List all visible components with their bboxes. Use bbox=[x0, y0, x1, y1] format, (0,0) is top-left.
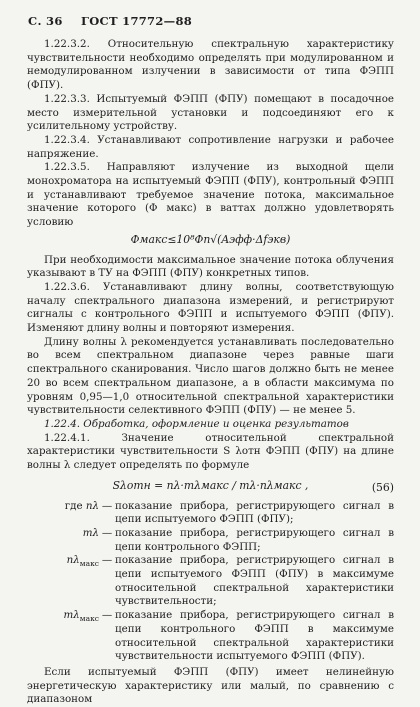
legend-symbol: $m\lambda_{макс}$ bbox=[63, 609, 99, 624]
formula-number: (56) bbox=[371, 480, 394, 494]
legend-row bbox=[27, 609, 394, 664]
paragraph-flux-note: При необходимости максимальное значение потока облучения указывают в ТУ на ФЭПП (ФПУ) конкретных типов. bbox=[27, 253, 394, 280]
formula-sensitivity-text: Sλотн = nλ·mλмакс / mλ·nλмакс , bbox=[112, 478, 309, 492]
document-body bbox=[27, 38, 394, 707]
paragraph-1-22-3-4: 1.22.3.4. Устанавливают сопротивление нагрузки и рабочее напряжение. bbox=[27, 133, 394, 160]
legend-symbol: где nλ bbox=[64, 499, 99, 512]
legend-symbol: $n\lambda_{макс}$ bbox=[66, 554, 99, 569]
legend-text: показание прибора, регистрирующего сигнал в цепи испытуемого ФЭПП (ФПУ) в максимуме относительной спектральной характеристики чувствительности; bbox=[115, 554, 394, 608]
legend-dash: — bbox=[101, 609, 113, 622]
paragraph-1-22-3-5: 1.22.3.5. Направляют излучение из выходной щели монохроматора на испытуемый ФЭПП (ФПУ), контрольный ФЭПП и устанавливают требуемое значение потока, максимальное значение которого (Φ макс) в ваттах должно удовлетворять условию bbox=[27, 161, 394, 229]
flux-condition-formula bbox=[27, 233, 394, 247]
legend-dash: — bbox=[101, 526, 113, 539]
legend-text: показание прибора, регистрирующего сигнал в цепи испытуемого ФЭПП (ФПУ); bbox=[115, 499, 394, 526]
page-number: С. 36 bbox=[28, 14, 63, 28]
legend-dash: — bbox=[101, 554, 113, 567]
standard-title: ГОСТ 17772—88 bbox=[80, 14, 193, 28]
formula-legend bbox=[27, 500, 394, 664]
paragraph-1-22-3-2: 1.22.3.2. Относительную спектральную характеристику чувствительности необходимо определять при модулированном и немодулированном излучении в зависимости от типа ФЭПП (ФПУ). bbox=[27, 38, 394, 92]
legend-text: показание прибора, регистрирующего сигнал в цепи контрольного ФЭПП в максимуме относительной спектральной характеристики чувствительности испытуемого ФЭПП (ФПУ). bbox=[115, 609, 394, 663]
section-heading-1-22-4: 1.22.4. Обработка, оформление и оценка результатов bbox=[44, 417, 349, 430]
paragraph-wavelength: Длину волны λ рекомендуется устанавливать последовательно во всем спектральном диапазоне через равные шаги спектрального сканирования. Число шагов должно быть не менее 20 во всем спектральном диапазоне, а в области максимума по уровням 0,95—1,0 относительной спектральной характеристики чувствительности селективного ФЭПП (ФПУ) — не менее 5. bbox=[27, 335, 394, 417]
legend-row bbox=[27, 500, 394, 527]
legend-dash: — bbox=[101, 499, 113, 512]
legend-symbol: mλ bbox=[82, 526, 99, 539]
relative-sensitivity-formula bbox=[27, 479, 394, 493]
paragraph-1-22-4-1: 1.22.4.1. Значение относительной спектральной характеристики чувствительности S λотн ФЭПП (ФПУ) на длине волны λ следует определять по формуле bbox=[27, 431, 394, 472]
page-header bbox=[28, 14, 192, 28]
legend-text: показание прибора, регистрирующего сигнал в цепи контрольного ФЭПП; bbox=[115, 526, 394, 553]
paragraph-1-22-3-3: 1.22.3.3. Испытуемый ФЭПП (ФПУ) помещают в посадочное место измерительной установки и подсоединяют его к усилительному устройству. bbox=[27, 92, 394, 133]
legend-row bbox=[27, 554, 394, 609]
formula-flux-text: Φмакс≤10⁸Φп√(Aэфф·Δfэкв) bbox=[130, 232, 291, 246]
paragraph-1-22-3-6: 1.22.3.6. Устанавливают длину волны, соответствующую началу спектрального диапазона измерений, и регистрируют сигналы с контрольного ФЭПП и испытуемого ФЭПП (ФПУ). Изменяют длину волны и повторяют измерения. bbox=[27, 280, 394, 335]
legend-row bbox=[27, 527, 394, 554]
paragraph-nonlinear: Если испытуемый ФЭПП (ФПУ) имеет нелинейную энергетическую характеристику или малый, по сравнению с диапазоном bbox=[27, 665, 394, 706]
